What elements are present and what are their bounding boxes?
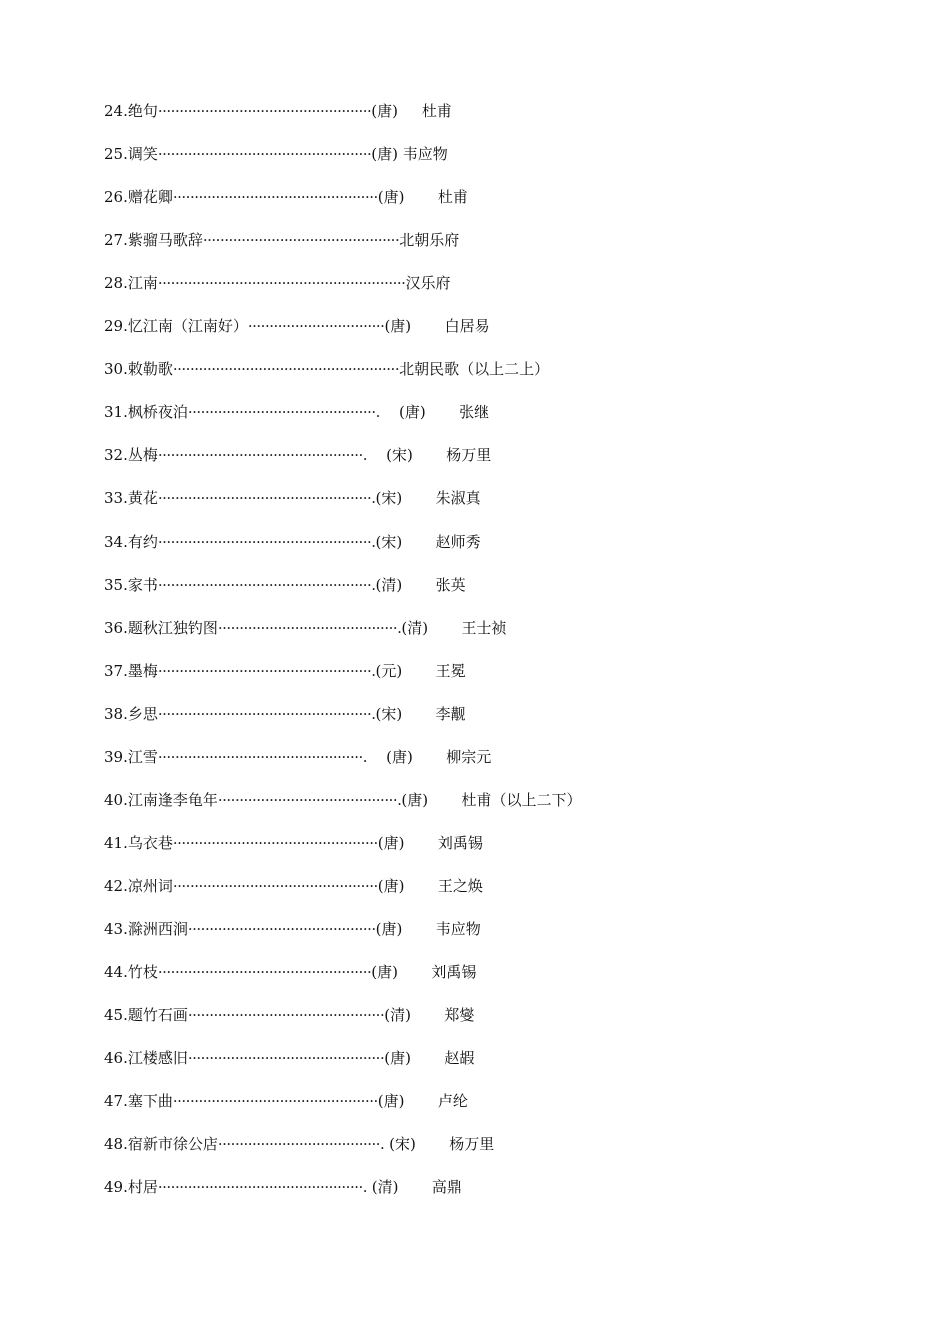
dynasty: (宋)	[375, 489, 403, 507]
author: 白居易	[444, 317, 490, 335]
poem-title: 赠花卿	[127, 188, 173, 206]
toc-entry	[104, 185, 468, 209]
dot-leader: ················································	[172, 188, 378, 206]
author: 刘禹锡	[431, 963, 477, 981]
dot-leader: ··················································.	[157, 705, 376, 723]
spacer	[398, 99, 422, 123]
poem-title: 江雪	[127, 748, 158, 766]
entry-number: 46.	[104, 1049, 128, 1067]
spacer	[416, 1132, 449, 1156]
entry-number: 48.	[104, 1135, 128, 1153]
entry-number: 37.	[104, 662, 128, 680]
dynasty: (宋)	[375, 705, 403, 723]
dot-leader: ··················································	[157, 145, 372, 163]
toc-entry	[104, 228, 459, 252]
author: 张英	[435, 576, 466, 594]
poem-title: 竹枝	[127, 963, 158, 981]
spacer	[402, 573, 435, 597]
dynasty: (唐)	[384, 1049, 411, 1067]
entry-number: 30.	[104, 360, 128, 378]
dot-leader: ··················································.	[157, 576, 376, 594]
toc-entry	[104, 874, 483, 898]
dynasty: (元)	[375, 662, 403, 680]
poem-title: 敕勒歌	[127, 360, 173, 378]
spacer	[411, 1003, 444, 1027]
toc-entry	[104, 1003, 474, 1027]
dynasty: (清)	[375, 576, 403, 594]
poem-title: 绝句	[127, 102, 158, 120]
dynasty: (清)	[367, 1178, 399, 1196]
poem-title: 黄花	[127, 489, 158, 507]
poem-title: 调笑	[127, 145, 158, 163]
author: 王之焕	[437, 877, 483, 895]
toc-entry	[104, 314, 490, 338]
toc-entry	[104, 357, 549, 381]
spacer	[404, 185, 437, 209]
author: 杜甫	[421, 102, 452, 120]
entry-number: 43.	[104, 920, 128, 938]
dot-leader: ················································.	[157, 748, 368, 766]
entry-number: 25.	[104, 145, 128, 163]
author: 北朝乐府	[399, 231, 460, 249]
dynasty: (宋)	[367, 446, 413, 464]
poem-title: 江楼感旧	[127, 1049, 188, 1067]
entry-number: 38.	[104, 705, 128, 723]
spacer	[404, 874, 437, 898]
entry-number: 49.	[104, 1178, 128, 1196]
author: 卢纶	[437, 1092, 468, 1110]
entry-number: 32.	[104, 446, 128, 464]
dot-leader: ··············································	[202, 231, 400, 249]
entry-number: 42.	[104, 877, 128, 895]
toc-entry	[104, 1089, 468, 1113]
toc-entry	[104, 400, 489, 424]
poem-title: 题竹石画	[127, 1006, 188, 1024]
toc-entry	[104, 788, 582, 812]
toc-entry	[104, 443, 491, 467]
spacer	[413, 745, 446, 769]
poem-title: 村居	[127, 1178, 158, 1196]
poem-title: 江南逢李龟年	[127, 791, 218, 809]
dot-leader: ················································	[172, 834, 378, 852]
spacer	[402, 659, 435, 683]
poem-title: 忆江南（江南好）	[127, 317, 248, 335]
spacer	[402, 530, 435, 554]
dynasty: (唐)	[379, 403, 426, 421]
spacer	[402, 486, 435, 510]
author: 北朝民歌（以上二上）	[399, 360, 550, 378]
poem-title: 枫桥夜泊	[127, 403, 188, 421]
dot-leader: ··················································	[157, 102, 372, 120]
dynasty: (清)	[401, 619, 429, 637]
spacer	[404, 831, 437, 855]
dynasty: (唐)	[377, 1092, 405, 1110]
author: 郑燮	[444, 1006, 475, 1024]
dynasty: (唐)	[375, 920, 403, 938]
dot-leader: ··················································.	[157, 489, 376, 507]
dot-leader: ··········································.	[217, 791, 402, 809]
entry-number: 28.	[104, 274, 128, 292]
author: 李觏	[435, 705, 466, 723]
poem-title: 墨梅	[127, 662, 158, 680]
toc-entry	[104, 486, 481, 510]
dot-leader: ················································	[172, 1092, 378, 1110]
dot-leader: ················································	[172, 877, 378, 895]
toc-entry	[104, 1132, 494, 1156]
author: 柳宗元	[446, 748, 492, 766]
entry-number: 33.	[104, 489, 128, 507]
entry-number: 35.	[104, 576, 128, 594]
dot-leader: ··················································	[157, 963, 372, 981]
dot-leader: ················································.	[157, 446, 368, 464]
dot-leader: ······································.	[217, 1135, 385, 1153]
toc-entry	[104, 99, 452, 123]
toc-entry	[104, 573, 466, 597]
dot-leader: ··········································.	[217, 619, 402, 637]
entry-number: 31.	[104, 403, 128, 421]
entry-number: 41.	[104, 834, 128, 852]
author: 韦应物	[402, 145, 448, 163]
toc-entry	[104, 271, 450, 295]
dynasty: (唐)	[377, 188, 405, 206]
spacer	[399, 1175, 432, 1199]
spacer	[404, 1089, 437, 1113]
poem-title: 江南	[127, 274, 158, 292]
spacer	[411, 314, 444, 338]
spacer	[402, 917, 435, 941]
entry-number: 40.	[104, 791, 128, 809]
dot-leader: ················································.	[157, 1178, 368, 1196]
author: 高鼎	[431, 1178, 462, 1196]
toc-entry	[104, 659, 466, 683]
poem-title: 宿新市徐公店	[127, 1135, 218, 1153]
dynasty: (唐)	[371, 102, 398, 120]
poem-title: 紫骝马歌辞	[127, 231, 203, 249]
entry-number: 47.	[104, 1092, 128, 1110]
poem-title: 乌衣巷	[127, 834, 173, 852]
author: 朱淑真	[435, 489, 481, 507]
poem-title: 丛梅	[127, 446, 158, 464]
dot-leader: ············································.	[187, 403, 380, 421]
spacer	[428, 616, 461, 640]
spacer	[428, 788, 461, 812]
dot-leader: ··················································.	[157, 662, 376, 680]
entry-number: 44.	[104, 963, 128, 981]
toc-entry	[104, 142, 448, 166]
spacer	[413, 443, 446, 467]
entry-number: 27.	[104, 231, 128, 249]
dot-leader: ············································	[187, 920, 376, 938]
dynasty: (唐)	[371, 145, 398, 163]
spacer	[411, 1046, 444, 1070]
toc-entry	[104, 1175, 462, 1199]
poem-title: 乡思	[127, 705, 158, 723]
toc-entry	[104, 831, 483, 855]
poem-title: 塞下曲	[127, 1092, 173, 1110]
spacer	[426, 400, 459, 424]
dynasty: (唐)	[384, 317, 412, 335]
poem-title: 题秋江独钓图	[127, 619, 218, 637]
toc-entry	[104, 745, 491, 769]
author: 张继	[459, 403, 490, 421]
dot-leader: ··················································.	[157, 533, 376, 551]
poem-title: 凉州词	[127, 877, 173, 895]
entry-number: 34.	[104, 533, 128, 551]
author: 赵嘏	[444, 1049, 475, 1067]
entry-number: 36.	[104, 619, 128, 637]
dynasty: (唐)	[401, 791, 429, 809]
toc-entry	[104, 1046, 474, 1070]
author: 韦应物	[435, 920, 481, 938]
toc-entry	[104, 530, 481, 554]
entry-number: 39.	[104, 748, 128, 766]
dynasty: (唐)	[377, 877, 405, 895]
author: 刘禹锡	[437, 834, 483, 852]
dynasty: (唐)	[367, 748, 413, 766]
dot-leader: ·····················································	[172, 360, 400, 378]
poem-title: 滁洲西涧	[127, 920, 188, 938]
dynasty: (清)	[384, 1006, 411, 1024]
author: 杜甫	[437, 188, 468, 206]
dynasty: (唐)	[377, 834, 405, 852]
toc-entry	[104, 616, 507, 640]
spacer	[398, 960, 431, 984]
dynasty: (宋)	[384, 1135, 416, 1153]
dot-leader: ································	[247, 317, 385, 335]
poem-title: 有约	[127, 533, 158, 551]
dot-leader: ··························································	[157, 274, 406, 292]
dynasty: (宋)	[375, 533, 403, 551]
toc-entry	[104, 702, 466, 726]
entry-number: 45.	[104, 1006, 128, 1024]
entry-number: 24.	[104, 102, 128, 120]
dot-leader: ··············································	[187, 1049, 385, 1067]
spacer	[402, 702, 435, 726]
author: 赵师秀	[435, 533, 481, 551]
poem-title: 家书	[127, 576, 158, 594]
toc-entry	[104, 917, 481, 941]
author: 王冕	[435, 662, 466, 680]
author: 杨万里	[446, 446, 492, 464]
dot-leader: ··············································	[187, 1006, 385, 1024]
toc-entry	[104, 960, 476, 984]
author: 王士祯	[461, 619, 507, 637]
entry-number: 29.	[104, 317, 128, 335]
author: 杨万里	[449, 1135, 495, 1153]
dynasty: (唐)	[371, 963, 398, 981]
entry-number: 26.	[104, 188, 128, 206]
author: 杜甫（以上二下）	[461, 791, 582, 809]
author: 汉乐府	[405, 274, 451, 292]
